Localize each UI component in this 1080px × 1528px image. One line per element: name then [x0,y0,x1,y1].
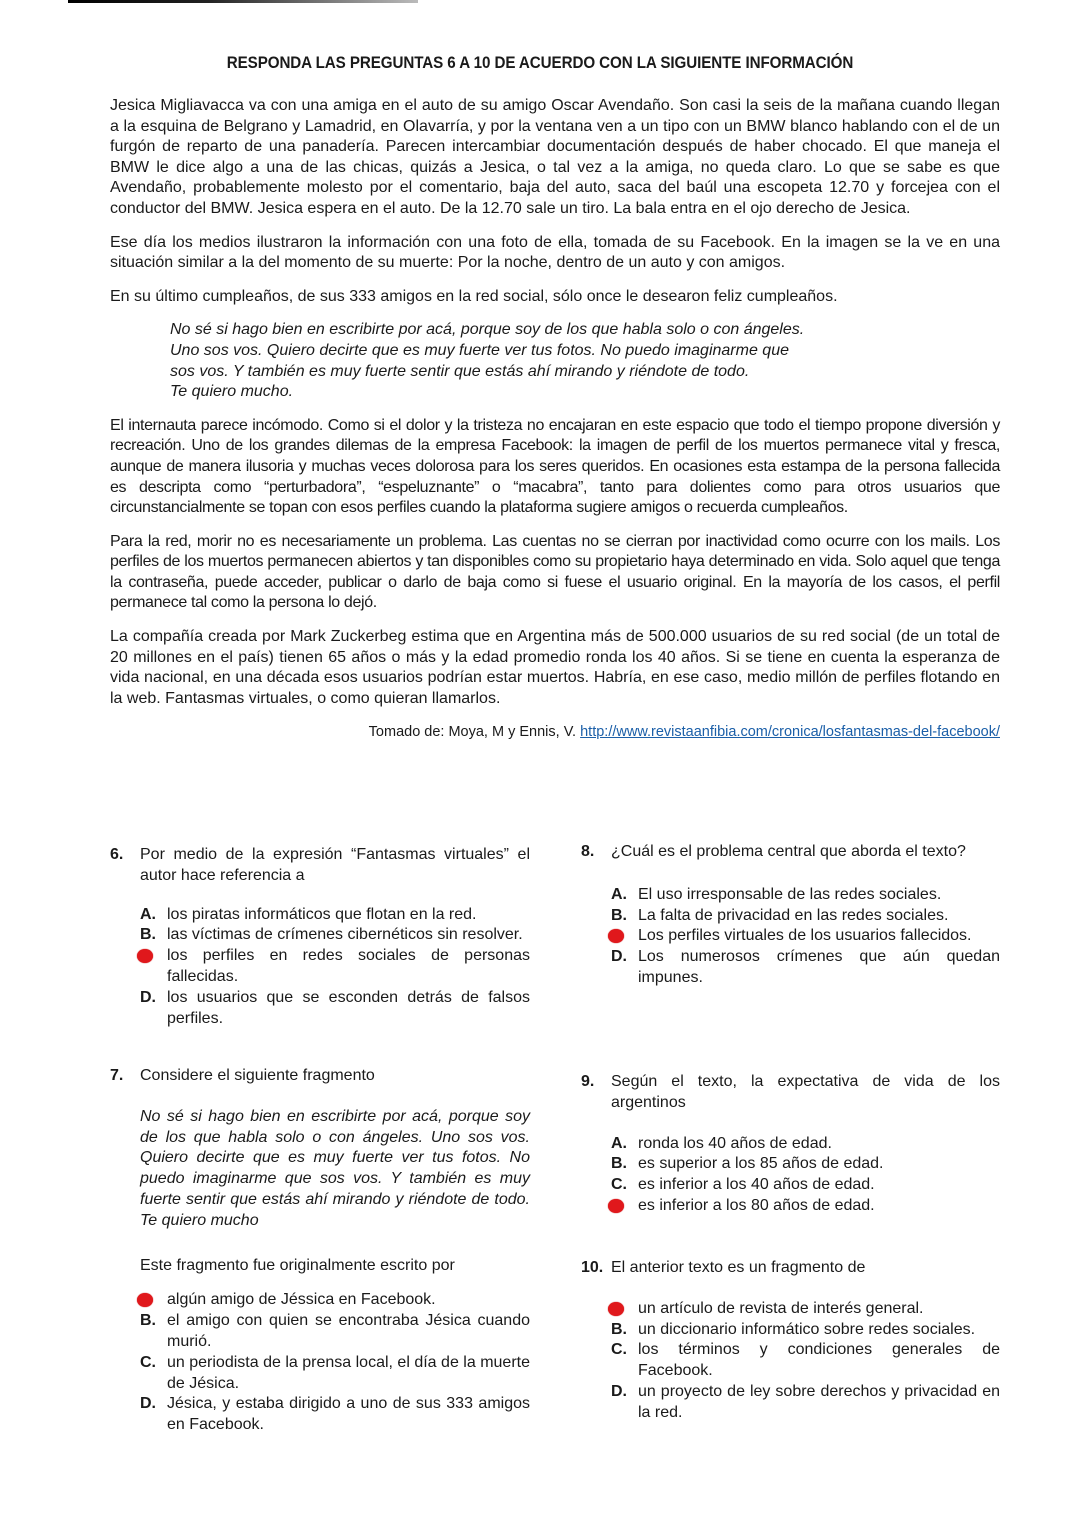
option-a-selected[interactable] [611,1299,1000,1320]
option-letter: D. [140,1395,156,1413]
option-d[interactable] [611,1382,1000,1424]
option-letter: C. [611,1176,627,1194]
quote-line: sos vos. Y también es muy fuerte sentir que estás ahí mirando y riéndote de todo. [170,362,750,380]
option-text: un diccionario informático sobre redes sociales. [638,1320,976,1338]
scan-edge-bar [68,0,418,3]
option-b[interactable] [611,906,1000,927]
option-text: Jésica, y estaba dirigido a uno de sus 333 amigos en Facebook. [167,1395,530,1434]
option-c-selected[interactable] [611,926,1000,947]
paragraph: Ese día los medios ilustraron la información con una foto de ella, tomada de su Facebook. En la imagen se la ve en una situación similar a la del momento de su muerte: Por la noche, dentro de un auto y con amigos. [110,233,1000,272]
option-a[interactable] [611,1134,1000,1155]
option-letter: B. [611,906,627,924]
question-prompt: Este fragmento fue originalmente escrito por [140,1256,455,1274]
question-number: 10. [581,1259,604,1276]
quoted-fragment: No sé si hago bien en escribirte por acá, porque soy de los que habla solo o con ángeles. Uno sos vos. Quiero decirte que es muy fuerte ver tus fotos. No puedo imaginarme que sos vos. Y también es muy fuerte sentir que estás ahí mirando y riéndote de todo. Te quiero mucho [140,1107,530,1229]
question-stem: Según el texto, la expectativa de vida de los argentinos [611,1073,1000,1111]
option-text: El uso irresponsable de las redes sociales. [638,885,942,903]
question-8 [581,842,1000,989]
option-text: los términos y condiciones generales de Facebook. [638,1341,1000,1380]
instructions-heading: RESPONDA LAS PREGUNTAS 6 A 10 DE ACUERDO CON LA SIGUIENTE INFORMACIÓN [226,54,854,72]
option-c[interactable] [611,1175,1000,1196]
source-prefix: Tomado de: Moya, M y Ennis, V. [368,724,581,741]
option-letter: C. [140,1353,156,1371]
option-b[interactable] [140,1311,530,1353]
option-b[interactable] [611,1320,1000,1341]
option-letter: A. [611,885,627,903]
question-stem: ¿Cuál es el problema central que aborda el texto? [611,843,966,860]
option-letter: B. [140,926,156,944]
red-dot-icon [608,1302,624,1316]
option-text: los perfiles en redes sociales de personas fallecidas. [167,947,530,985]
quote-line: No sé si hago bien en escribirte por acá, porque soy de los que habla solo o con ángeles. [170,321,805,339]
question-10 [581,1258,1000,1424]
option-c-selected[interactable] [140,946,530,988]
question-stem: Por medio de la expresión “Fantasmas virtuales” el autor hace referencia a [140,846,530,884]
option-text: un periodista de la prensa local, el día de la muerte de Jésica. [167,1353,530,1392]
option-d[interactable] [140,988,530,1030]
question-number: 7. [110,1067,124,1084]
option-text: Los perfiles virtuales de los usuarios fallecidos. [638,927,972,945]
red-dot-icon [137,1293,153,1307]
option-b[interactable] [140,925,530,946]
option-a-selected[interactable] [140,1290,530,1311]
option-text: es inferior a los 80 años de edad. [638,1196,875,1214]
option-text: ronda los 40 años de edad. [638,1134,832,1152]
option-text: las víctimas de crímenes cibernéticos sin resolver. [167,926,523,944]
option-text: La falta de privacidad en las redes sociales. [638,906,949,924]
option-letter: D. [611,1382,627,1400]
option-text: es superior a los 85 años de edad. [638,1155,884,1173]
red-dot-icon [608,929,624,943]
source-citation [110,722,1000,743]
option-d[interactable] [140,1394,530,1436]
red-dot-icon [608,1199,624,1213]
reading-passage [110,96,1000,756]
option-letter: A. [611,1134,627,1152]
option-d-selected[interactable] [611,1196,1000,1217]
paragraph: La compañía creada por Mark Zuckerbeg estima que en Argentina más de 500.000 usuarios de su red social (de un total de 20 millones en el país) tienen 65 años o más y la edad promedio ronda los 40 años. Si se tiene en cuenta la esperanza de vida nacional, en una década esos usuarios podrían estar muertos. Habría, en ese caso, medio millón de perfiles flotando en la web. Fantasmas virtuales, o como quieran llamarlos. [110,628,1000,707]
option-text: un artículo de revista de interés general. [638,1299,924,1317]
red-dot-icon [137,949,153,963]
option-letter: D. [611,948,627,966]
question-number: 9. [581,1073,595,1090]
option-text: los usuarios que se esconden detrás de falsos perfiles. [167,988,530,1027]
option-d[interactable] [611,947,1000,989]
option-text: es inferior a los 40 años de edad. [638,1176,875,1194]
option-text: los piratas informáticos que flotan en la red. [167,905,477,923]
paragraph: Para la red, morir no es necesariamente un problema. Las cuentas no se cierran por inactividad como ocurre con los mails. Los perfiles de los muertos permanecen abiertos y tan disponibles como su propietario haya determinado en vida. Solo aquel que tenga la contraseña, puede acceder, publicar o darlo de baja como si fuese el usuario original. En la mayoría de los casos, el perfil permanece tal como la persona lo dejó. [110,532,1000,612]
option-a[interactable] [611,885,1000,906]
question-6 [110,845,530,1029]
quote-line: Uno sos vos. Quiero decirte que es muy fuerte ver tus fotos. No puedo imaginarme que [170,341,789,359]
option-c[interactable] [611,1340,1000,1382]
option-b[interactable] [611,1154,1000,1175]
question-stem: El anterior texto es un fragmento de [611,1259,866,1276]
quote-line: Te quiero mucho. [170,383,294,401]
question-stem: Considere el siguiente fragmento [140,1067,375,1084]
question-9 [581,1072,1000,1217]
option-letter: C. [611,1341,627,1359]
question-number: 6. [110,846,124,863]
option-a[interactable] [140,905,530,926]
option-letter: B. [611,1320,627,1338]
option-letter: A. [140,905,156,923]
source-link[interactable]: http://www.revistaanfibia.com/cronica/losfantasmas-del-facebook/ [580,724,1000,741]
question-number: 8. [581,843,595,860]
facebook-quote [170,320,950,402]
option-text: algún amigo de Jéssica en Facebook. [167,1291,436,1309]
option-letter: D. [140,988,156,1006]
option-c[interactable] [140,1353,530,1395]
option-letter: B. [611,1155,627,1173]
option-text: Los numerosos crímenes que aún quedan impunes. [638,948,1000,986]
option-letter: B. [140,1312,156,1330]
option-text: el amigo con quien se encontraba Jésica cuando murió. [167,1312,530,1350]
paragraph: En su último cumpleaños, de sus 333 amigos en la red social, sólo once le desearon feliz cumpleaños. [110,287,838,305]
paragraph: Jesica Migliavacca va con una amiga en el auto de su amigo Oscar Avendaño. Son casi la seis de la mañana cuando llegan a la esquina de Belgrano y Lamadrid, en Olavarría, y por la ventana ven a un tipo con un BMW blanco hablando con el de un furgón de reparto de una panadería. Parecen intercambiar documentación después de haber chocado. El que maneja el BMW le dice algo a una de las chicas, quizás a Jesica, o tal vez a la amiga, no queda claro. Lo que se sabe es que Avendaño, probablemente molesto por el comentario, baja del auto, saca del baúl una escopeta 12.70 y forcejea con el conductor del BMW. Jesica espera en el auto. De la 12.70 sale un tiro. La bala entra en el ojo derecho de Jesica. [110,97,1000,217]
option-text: un proyecto de ley sobre derechos y privacidad en la red. [638,1382,1000,1421]
paragraph: El internauta parece incómodo. Como si el dolor y la tristeza no encajaran en este espacio que todo el tiempo propone diversión y recreación. Uno de los grandes dilemas de la empresa Facebook: la imagen de perfil de los muertos permanece vital y fresca, aunque de manera ilusoria y muchas veces dolorosa para los seres queridos. En ocasiones esta estampa de la persona fallecida es descripta como “perturbadora”, “espeluznante” o “macabra”, tanto para dolientes como para otros usuarios que circunstancialmente se topan con esos perfiles cuando la plataforma sugiere amigos o recuerda cumpleaños. [110,416,1000,517]
question-7 [110,1066,530,1436]
